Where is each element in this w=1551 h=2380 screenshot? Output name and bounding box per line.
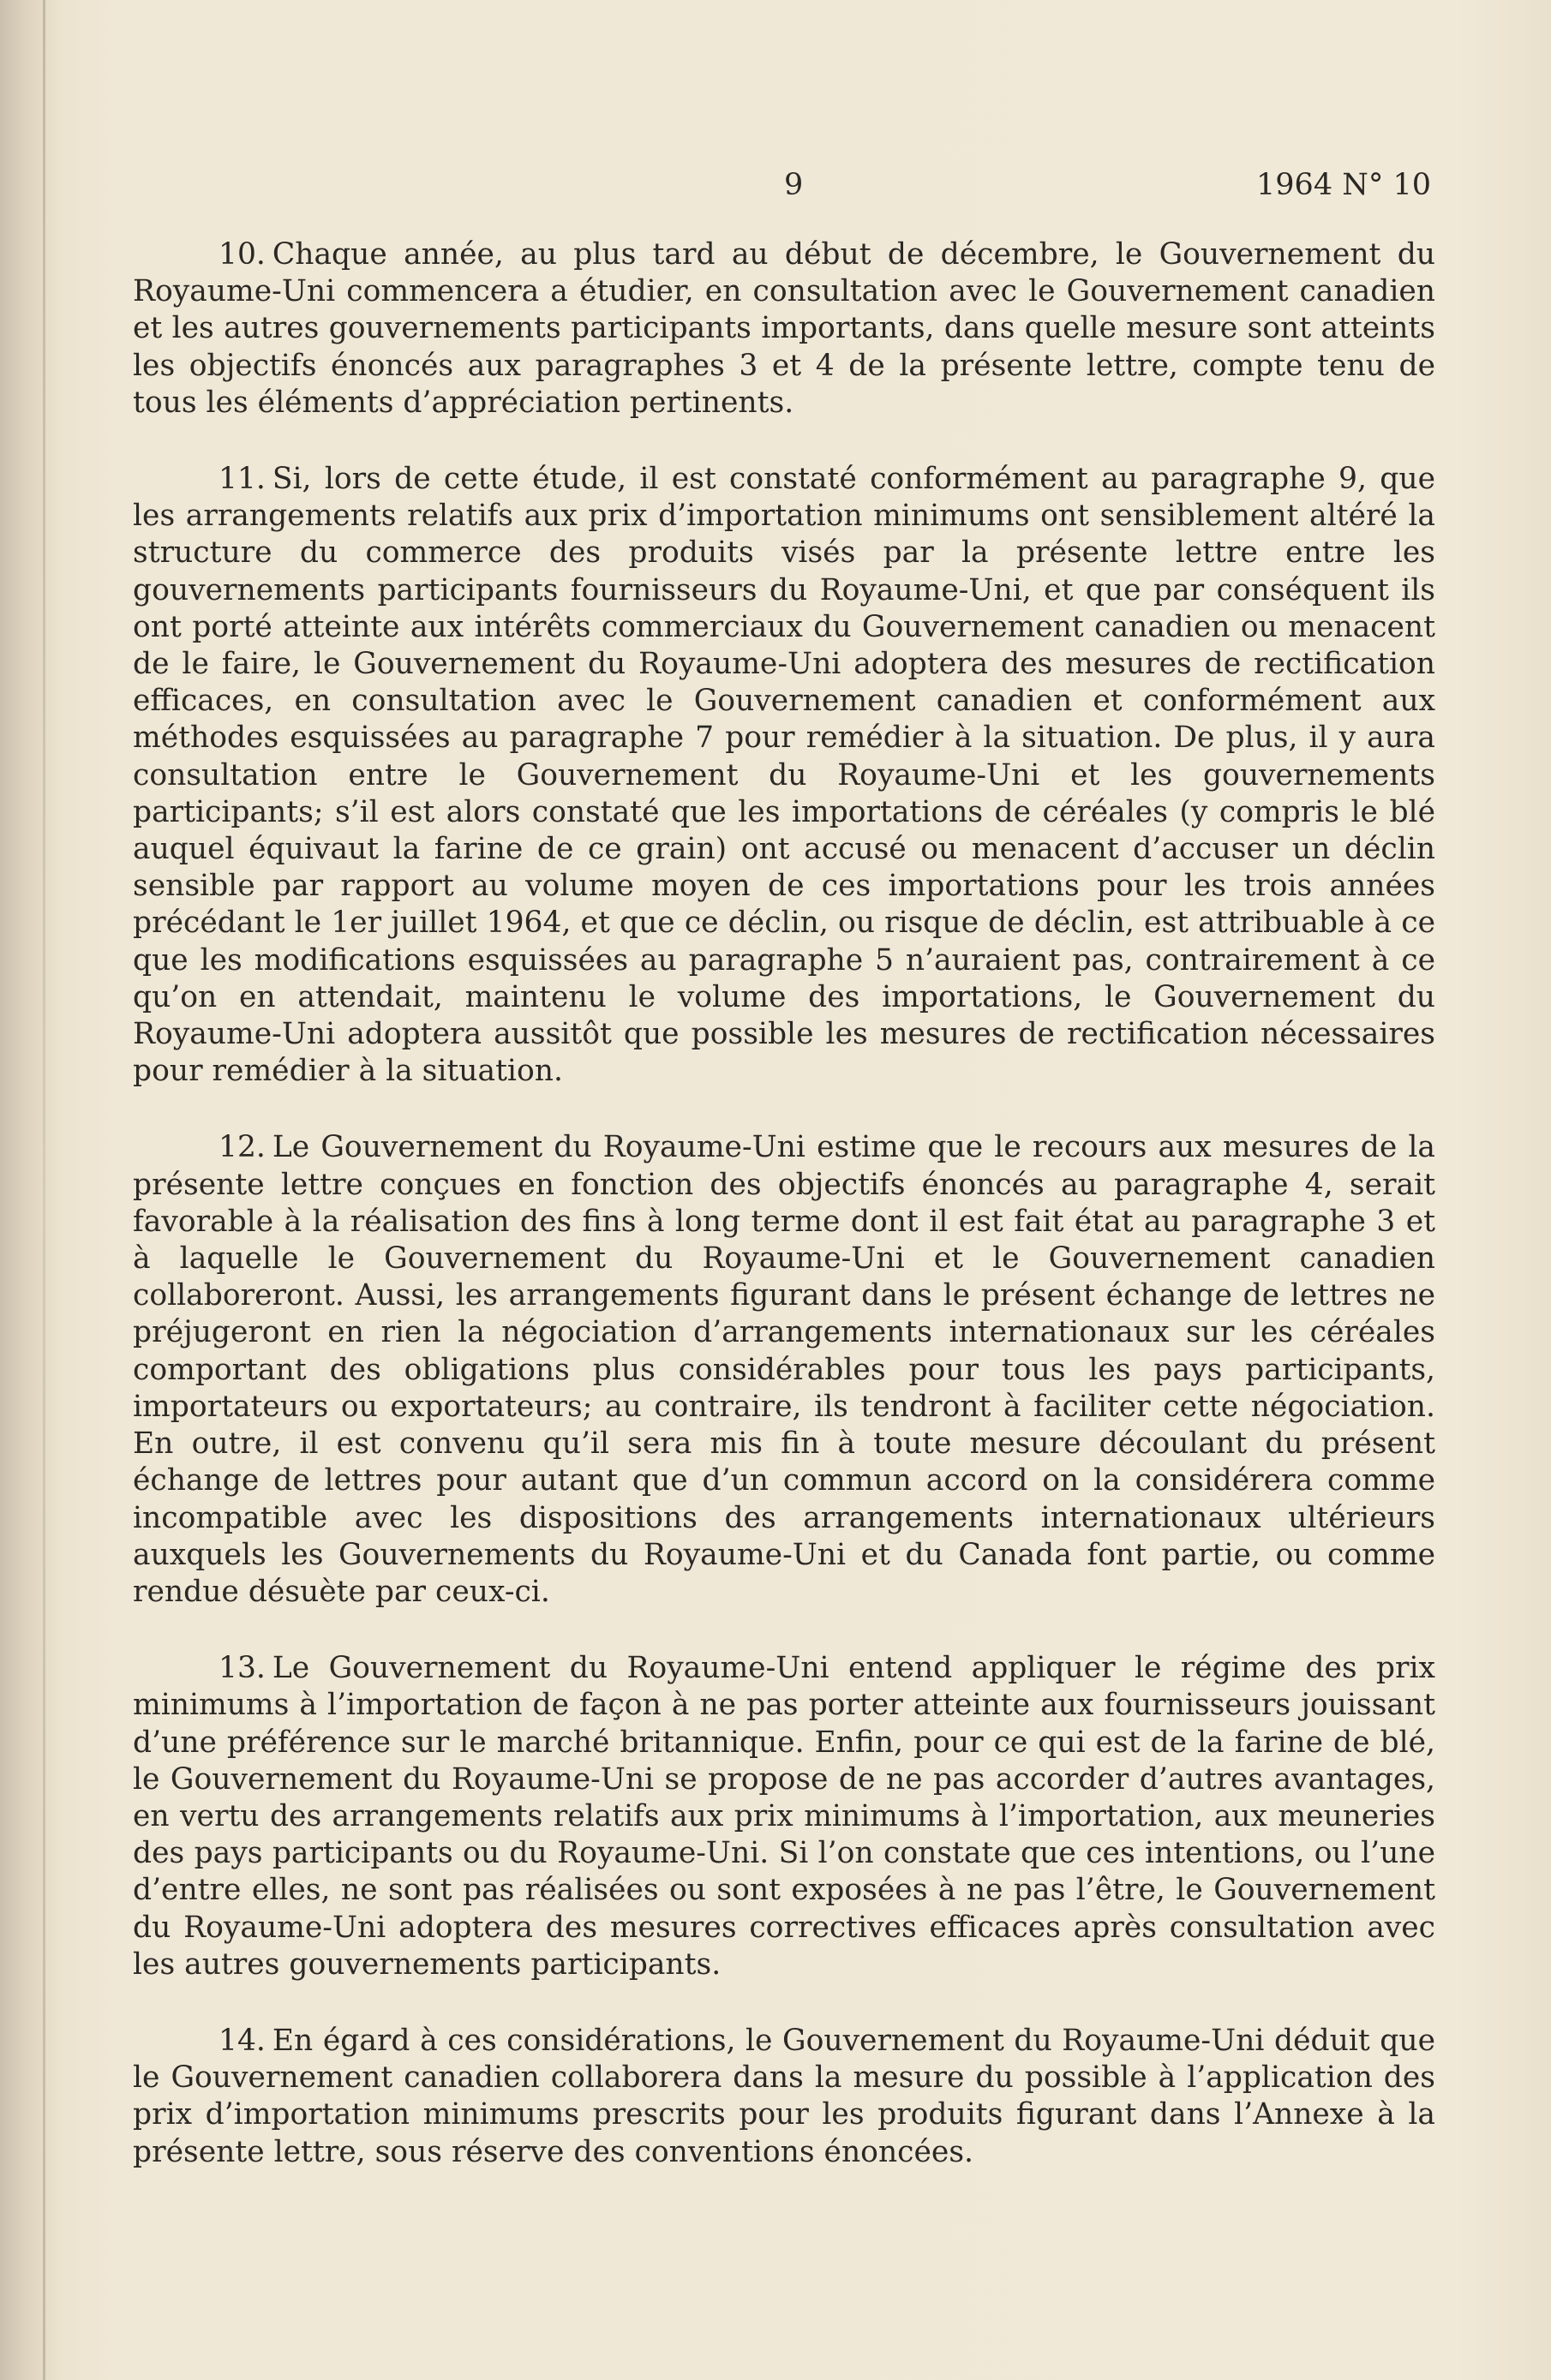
paragraph-number: 10.: [219, 237, 266, 272]
binding-gutter: [43, 0, 45, 2380]
paragraph-10: [133, 236, 1435, 422]
paragraph-12: [133, 1129, 1435, 1611]
paragraph-13: [133, 1650, 1435, 1983]
paragraph-text: Chaque année, au plus tard au début de décembre, le Gouvernement du Royaume-Uni commencera a étudier, en consultation avec le Gouvernement canadien et les autres gouvernements participants importants, dans quelle mesure sont atteints les objectifs énoncés aux paragraphes 3 et 4 de la présente lettre, compte tenu de tous les éléments d’appréciation pertinents.: [133, 237, 1435, 420]
paragraph-text: En égard à ces considérations, le Gouvernement du Royaume-Uni déduit que le Gouvernement canadien collaborera dans la mesure du possible à l’application des prix d’importation minimums prescrits pour les produits figurant dans l’Annexe à la présente lettre, sous réserve des conventions énoncées.: [133, 2023, 1435, 2169]
paragraph-text: Le Gouvernement du Royaume-Uni entend appliquer le régime des prix minimums à l’importation de façon à ne pas porter atteinte aux fournisseurs jouissant d’une préférence sur le marché britannique. Enfin, pour ce qui est de la farine de blé, le Gouvernement du Royaume-Uni se propose de ne pas accorder d’autres avantages, en vertu des arrangements relatifs aux prix minimums à l’importation, aux meuneries des pays participants ou du Royaume-Uni. Si l’on constate que ces intentions, ou l’une d’entre elles, ne sont pas réalisées ou sont exposées à ne pas l’être, le Gouvernement du Royaume-Uni adoptera des mesures correctives efficaces après consultation avec les autres gouvernements participants.: [133, 1651, 1435, 1982]
body-text: [133, 236, 1435, 2171]
paragraph-number: 14.: [219, 2023, 266, 2058]
page-number: 9: [784, 168, 804, 202]
paragraph-text: Le Gouvernement du Royaume-Uni estime que le recours aux mesures de la présente lettre conçues en fonction des objectifs énoncés au paragraphe 4, serait favorable à la réalisation des fins à long terme dont il est fait état au paragraphe 3 et à laquelle le Gouvernement du Royaume-Uni et le Gouvernement canadien collaboreront. Aussi, les arrangements figurant dans le présent échange de lettres ne préjugeront en rien la négociation d’arrangements internationaux sur les céréales comportant des obligations plus considérables pour tous les pays participants, importateurs ou exportateurs; au contraire, ils tendront à faciliter cette négociation. En outre, il est convenu qu’il sera mis fin à toute mesure découlant du présent échange de lettres pour autant que d’un commun accord on la considérera comme incompatible avec les dispositions des arrangements internationaux ultérieurs auxquels les Gouvernements du Royaume-Uni et du Canada font partie, ou comme rendue désuète par ceux-ci.: [133, 1130, 1435, 1609]
paragraph-number: 12.: [219, 1130, 266, 1165]
paragraph-11: [133, 461, 1435, 1090]
paragraph-14: [133, 2023, 1435, 2171]
paragraph-number: 11.: [219, 462, 266, 497]
document-reference: 1964 N° 10: [1256, 168, 1431, 202]
paragraph-text: Si, lors de cette étude, il est constaté conformément au paragraphe 9, que les arrangements relatifs aux prix d’importation minimums ont sensiblement altéré la structure du commerce des produits visés par la présente lettre entre les gouvernements participants fournisseurs du Royaume-Uni, et que par conséquent ils ont porté atteinte aux intérêts commerciaux du Gouvernement canadien ou menacent de le faire, le Gouvernement du Royaume-Uni adoptera des mesures de rectification efficaces, en consultation avec le Gouvernement canadien et conformément aux méthodes esquissées au paragraphe 7 pour remédier à la situation. De plus, il y aura consultation entre le Gouvernement du Royaume-Uni et les gouvernements participants; s’il est alors constaté que les importations de céréales (y compris le blé auquel équivaut la farine de ce grain) ont accusé ou menacent d’accuser un déclin sensible par rapport au volume moyen de ces importations pour les trois années précédant le 1er juillet 1964, et que ce déclin, ou risque de déclin, est attribuable à ce que les modifications esquissées au paragraphe 5 n’auraient pas, contrairement à ce qu’on en attendait, maintenu le volume des importations, le Gouvernement du Royaume-Uni adoptera aussitôt que possible les mesures de rectification nécessaires pour remédier à la situation.: [133, 462, 1435, 1089]
page-header: [133, 168, 1431, 214]
paragraph-number: 13.: [219, 1651, 266, 1686]
